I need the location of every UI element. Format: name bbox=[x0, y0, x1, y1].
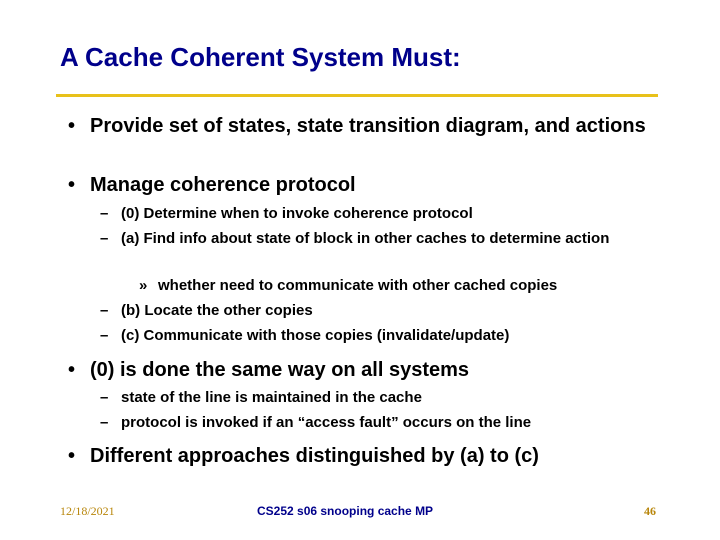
sub-bullet-marker: – bbox=[100, 230, 109, 247]
sub-sub-bullet-text: whether need to communicate with other cached copies bbox=[158, 277, 558, 294]
bullet-text: (0) is done the same way on all systems bbox=[90, 359, 470, 381]
sub-bullet-marker: – bbox=[100, 327, 109, 344]
sub-bullet-text: (a) Find info about state of block in other caches to determine action bbox=[121, 230, 610, 247]
sub-sub-bullet-marker: » bbox=[139, 277, 148, 294]
sub-bullet-marker: – bbox=[100, 302, 109, 319]
bullet-text: Different approaches distinguished by (a) to (c) bbox=[90, 445, 539, 467]
bullet-text: Provide set of states, state transition diagram, and actions bbox=[90, 115, 646, 137]
bullet-marker: • bbox=[68, 359, 76, 381]
sub-bullet-text: (b) Locate the other copies bbox=[121, 302, 313, 319]
bullet-marker: • bbox=[68, 174, 76, 196]
sub-bullet-text: state of the line is maintained in the cache bbox=[121, 389, 422, 406]
sub-bullet-text: (0) Determine when to invoke coherence protocol bbox=[121, 205, 473, 222]
sub-bullet-marker: – bbox=[100, 389, 109, 406]
footer-course: CS252 s06 snooping cache MP bbox=[257, 504, 434, 518]
bullet-marker: • bbox=[68, 115, 76, 137]
sub-bullet-marker: – bbox=[100, 414, 109, 431]
footer-date: 12/18/2021 bbox=[60, 504, 115, 518]
bullet-text: Manage coherence protocol bbox=[90, 174, 356, 196]
slide-title: A Cache Coherent System Must: bbox=[60, 42, 461, 72]
sub-bullet-marker: – bbox=[100, 205, 109, 222]
sub-bullet-text: protocol is invoked if an “access fault” occurs on the line bbox=[121, 414, 532, 431]
page-number: 46 bbox=[644, 504, 656, 518]
sub-bullet-text: (c) Communicate with those copies (invalidate/update) bbox=[121, 327, 510, 344]
bullet-marker: • bbox=[68, 445, 76, 467]
